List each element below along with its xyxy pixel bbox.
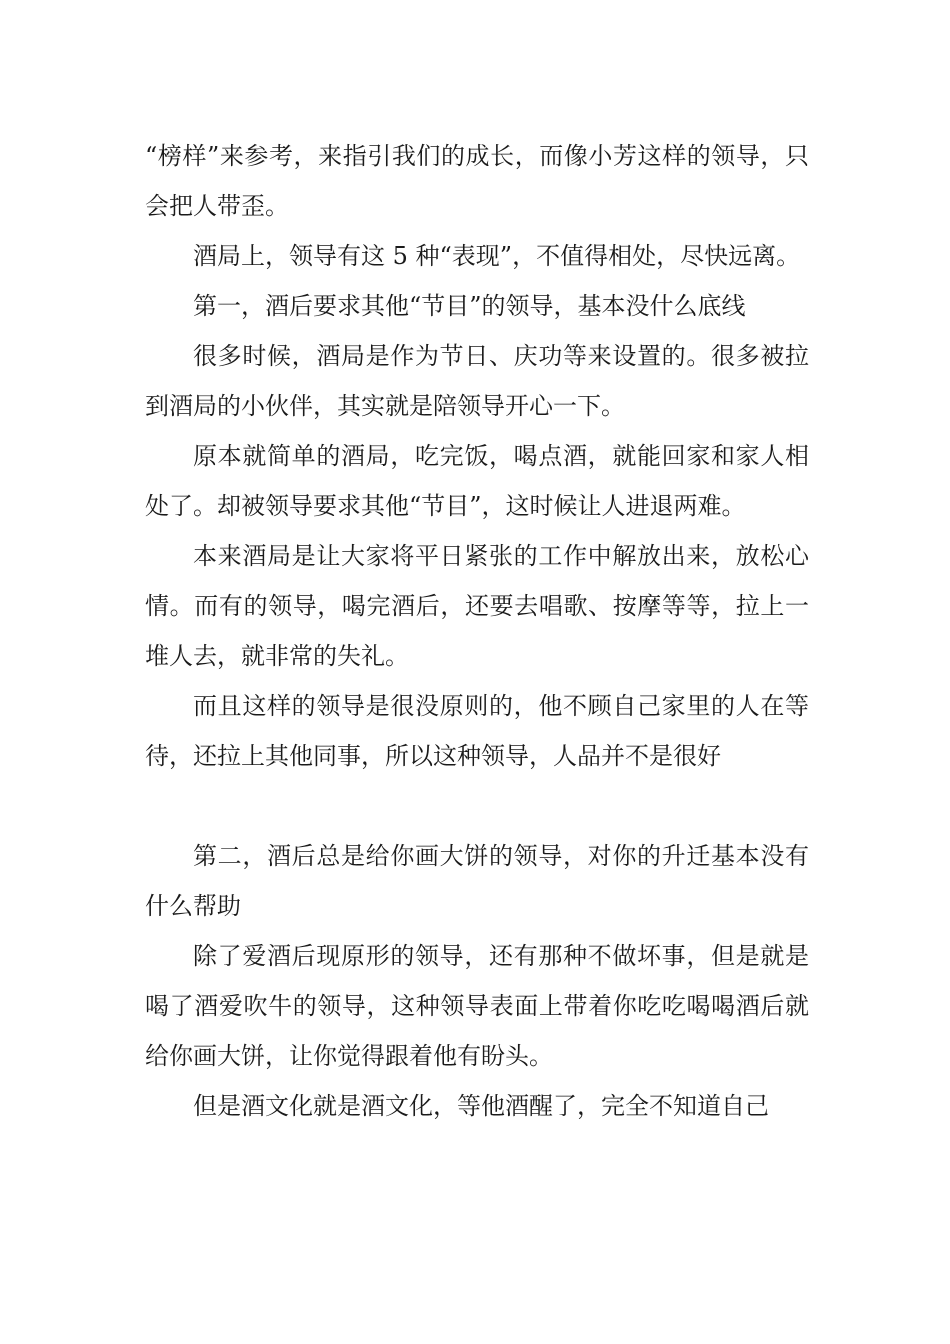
paragraph: 本来酒局是让大家将平日紧张的工作中解放出来，放松心情。而有的领导，喝完酒后，还要去唱歌、按摩等等，拉上一堆人去，就非常的失礼。 (145, 542, 809, 670)
paragraph: 而且这样的领导是很没原则的，他不顾自己家里的人在等待，还拉上其他同事，所以这种领导，人品并不是很好 (145, 692, 809, 770)
section-heading-second: 第二，酒后总是给你画大饼的领导，对你的升迁基本没有什么帮助 (145, 842, 809, 920)
section-heading-first: 第一，酒后要求其他“节目”的领导，基本没什么底线 (193, 292, 746, 320)
document-body (145, 131, 809, 1131)
paragraph: 除了爱酒后现原形的领导，还有那种不做坏事，但是就是喝了酒爱吹牛的领导，这种领导表面上带着你吃吃喝喝酒后就给你画大饼，让你觉得跟着他有盼头。 (145, 942, 809, 1070)
paragraph-intro: 酒局上，领导有这 5 种“表现”，不值得相处，尽快远离。 (193, 242, 801, 270)
blank-line (145, 781, 809, 831)
paragraph: 原本就简单的酒局，吃完饭，喝点酒，就能回家和家人相处了。却被领导要求其他“节目”，这时候让人进退两难。 (145, 442, 809, 520)
paragraph: 很多时候，酒局是作为节日、庆功等来设置的。很多被拉到酒局的小伙伴，其实就是陪领导开心一下。 (145, 342, 809, 420)
paragraph: 但是酒文化就是酒文化，等他酒醒了，完全不知道自己 (193, 1092, 769, 1120)
paragraph-continuation: “榜样”来参考，来指引我们的成长，而像小芳这样的领导，只会把人带歪。 (145, 142, 809, 220)
